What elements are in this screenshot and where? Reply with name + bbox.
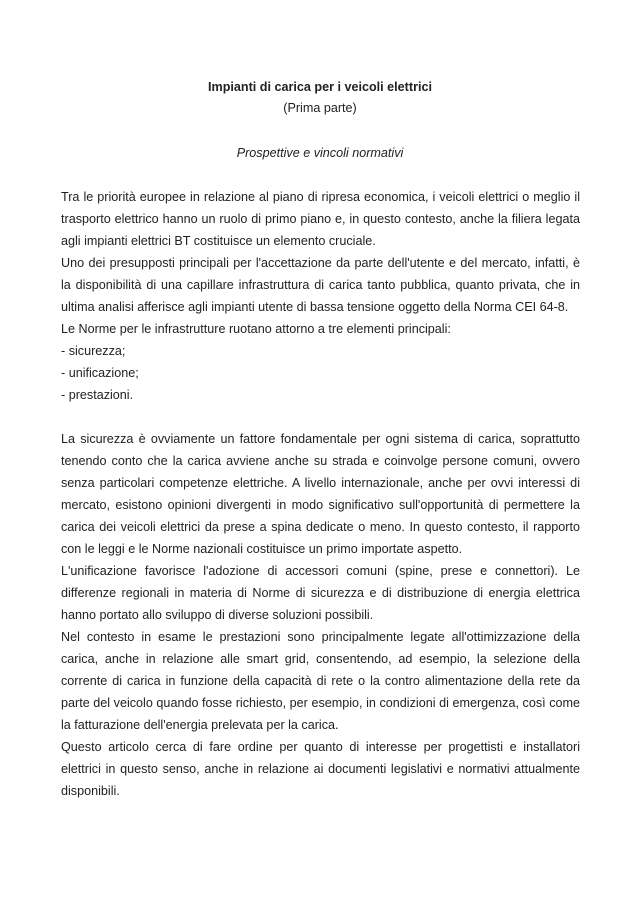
list-item: - unificazione; (61, 366, 139, 380)
paragraph-priorities: Tra le priorità europee in relazione al piano di ripresa economica, i veicoli elettrici o meglio il trasporto elettrico hanno un ruolo di primo piano e, in questo contesto, anche la filiera legata agli impianti elettrici BT costituisce un elemento cruciale. (61, 190, 580, 248)
document-title: Impianti di carica per i veicoli elettrici (208, 80, 432, 94)
paragraph-infrastructure: Uno dei presupposti principali per l'accettazione da parte dell'utente e del mercato, infatti, è la disponibilità di una capillare infrastruttura di carica tanto pubblica, quanto privata, che in ultima analisi afferisce agli impianti utente di bassa tensione oggetto della Norma CEI 64-8. (61, 256, 580, 314)
paragraph-performance: Nel contesto in esame le prestazioni sono principalmente legate all'ottimizzazione della carica, anche in relazione alle smart grid, consentendo, ad esempio, la selezione della corrente di carica in funzione della capacità di rete o la contro alimentazione della rete da parte del veicolo quando fosse richiesto, per esempio, in condizioni di emergenza, così come la fatturazione dell'energia prelevata per la carica. (61, 630, 580, 732)
paragraph-article-purpose: Questo articolo cerca di fare ordine per quanto di interesse per progettisti e installatori elettrici in questo senso, anche in relazione ai documenti legislativi e normativi attualmente disponibili. (61, 740, 580, 798)
paragraph-gap (61, 406, 580, 428)
list-item: - prestazioni. (61, 388, 134, 402)
document-subtitle: (Prima parte) (283, 101, 357, 115)
paragraph-unification: L'unificazione favorisce l'adozione di accessori comuni (spine, prese e connettori). Le differenze regionali in materia di Norme di sicurezza e di distribuzione di energia elettrica hanno portato allo sviluppo di diverse soluzioni possibili. (61, 564, 580, 622)
section-title: Prospettive e vincoli normativi (236, 146, 404, 160)
list-item: - sicurezza; (61, 344, 126, 358)
elements-list (61, 340, 580, 406)
document-body (61, 186, 580, 802)
paragraph-safety: La sicurezza è ovviamente un fattore fondamentale per ogni sistema di carica, soprattutto tenendo conto che la carica avviene anche su strada e coinvolge persone comuni, ovvero senza particolari competenze elettriche. A livello internazionale, anche per ovvi interessi di mercato, esistono opinioni divergenti in modo significativo sull'opportunità di permettere la carica dei veicoli elettrici da prese a spina dedicate o meno. In questo contesto, il rapporto con le leggi e le Norme nazionali costituisce un primo importate aspetto. (61, 432, 580, 556)
paragraph-norms-intro: Le Norme per le infrastrutture ruotano attorno a tre elementi principali: (61, 322, 451, 336)
